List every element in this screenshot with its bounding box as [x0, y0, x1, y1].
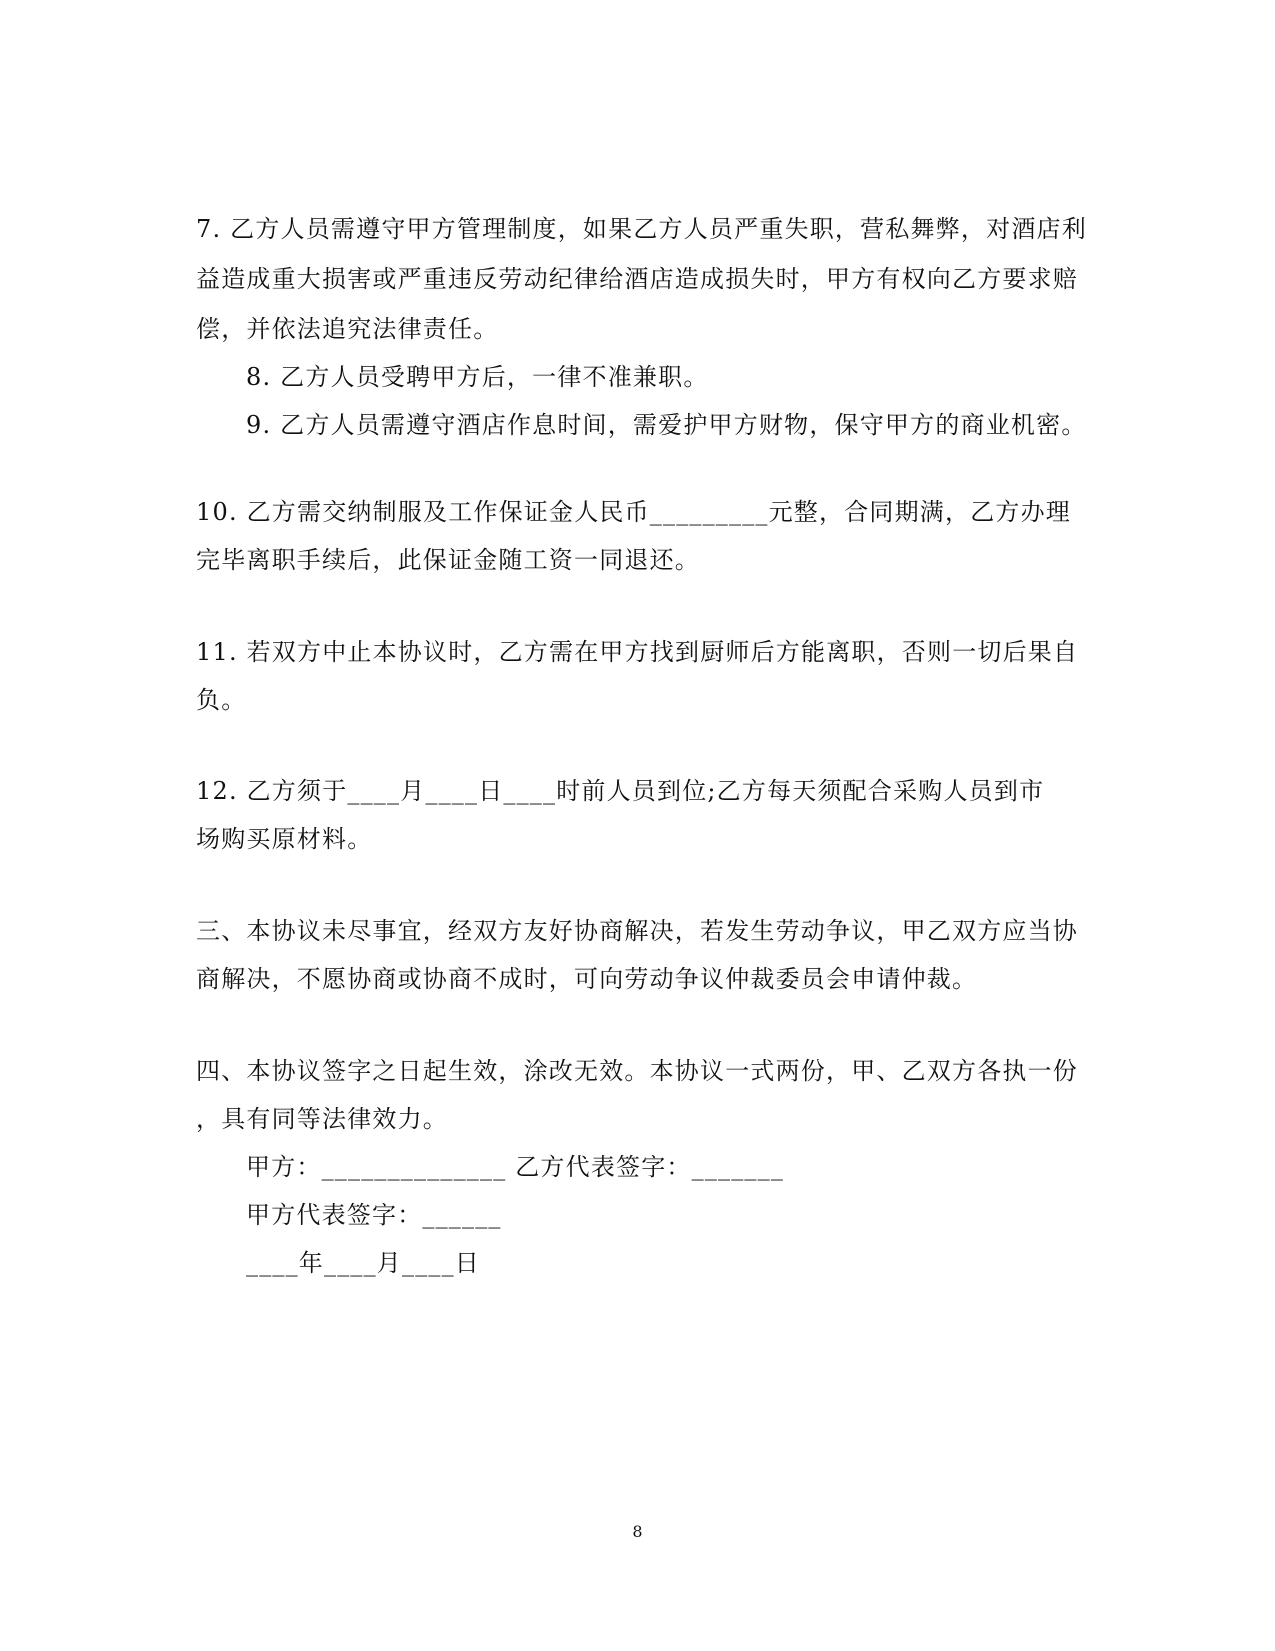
- clause-7-line-3: 偿，并依法追究法律责任。: [196, 315, 499, 343]
- clause-7-line-1: 7. 乙方人员需遵守甲方管理制度，如果乙方人员严重失职，营私舞弊，对酒店利: [196, 215, 1087, 243]
- clause-10-line-2: 完毕离职手续后，此保证金随工资一同退还。: [196, 546, 700, 574]
- clause-12-line-1: 12. 乙方须于____月____日____时前人员到位;乙方每天须配合采购人员到市: [196, 777, 1045, 805]
- section-4-line-2: ，具有同等法律效力。: [196, 1105, 448, 1133]
- section-3-line-1: 三、本协议未尽事宜，经双方友好协商解决，若发生劳动争议，甲乙双方应当协: [196, 917, 1078, 945]
- clause-10-line-1: 10. 乙方需交纳制服及工作保证金人民币_________元整，合同期满，乙方办理: [196, 498, 1071, 526]
- clause-9: 9. 乙方人员需遵守酒店作息时间，需爱护甲方财物，保守甲方的商业机密。: [246, 411, 1087, 439]
- clause-12-line-2: 场购买原材料。: [196, 825, 373, 853]
- signature-party-a-representative: 甲方代表签字：______: [246, 1201, 502, 1229]
- clause-8: 8. 乙方人员受聘甲方后，一律不准兼职。: [246, 363, 709, 391]
- page-number: 8: [632, 1522, 643, 1541]
- section-4-line-1: 四、本协议签字之日起生效，涂改无效。本协议一式两份，甲、乙双方各执一份: [196, 1057, 1078, 1085]
- clause-11-line-2: 负。: [196, 686, 247, 714]
- signature-party-a-b: 甲方：______________ 乙方代表签字：_______: [246, 1153, 785, 1181]
- section-3-line-2: 商解决，不愿协商或协商不成时，可向劳动争议仲裁委员会申请仲裁。: [196, 965, 978, 993]
- signature-date: ____年____月____日: [246, 1249, 480, 1277]
- clause-11-line-1: 11. 若双方中止本协议时，乙方需在甲方找到厨师后方能离职，否则一切后果自: [196, 638, 1079, 666]
- clause-7-line-2: 益造成重大损害或严重违反劳动纪律给酒店造成损失时，甲方有权向乙方要求赔: [196, 265, 1078, 293]
